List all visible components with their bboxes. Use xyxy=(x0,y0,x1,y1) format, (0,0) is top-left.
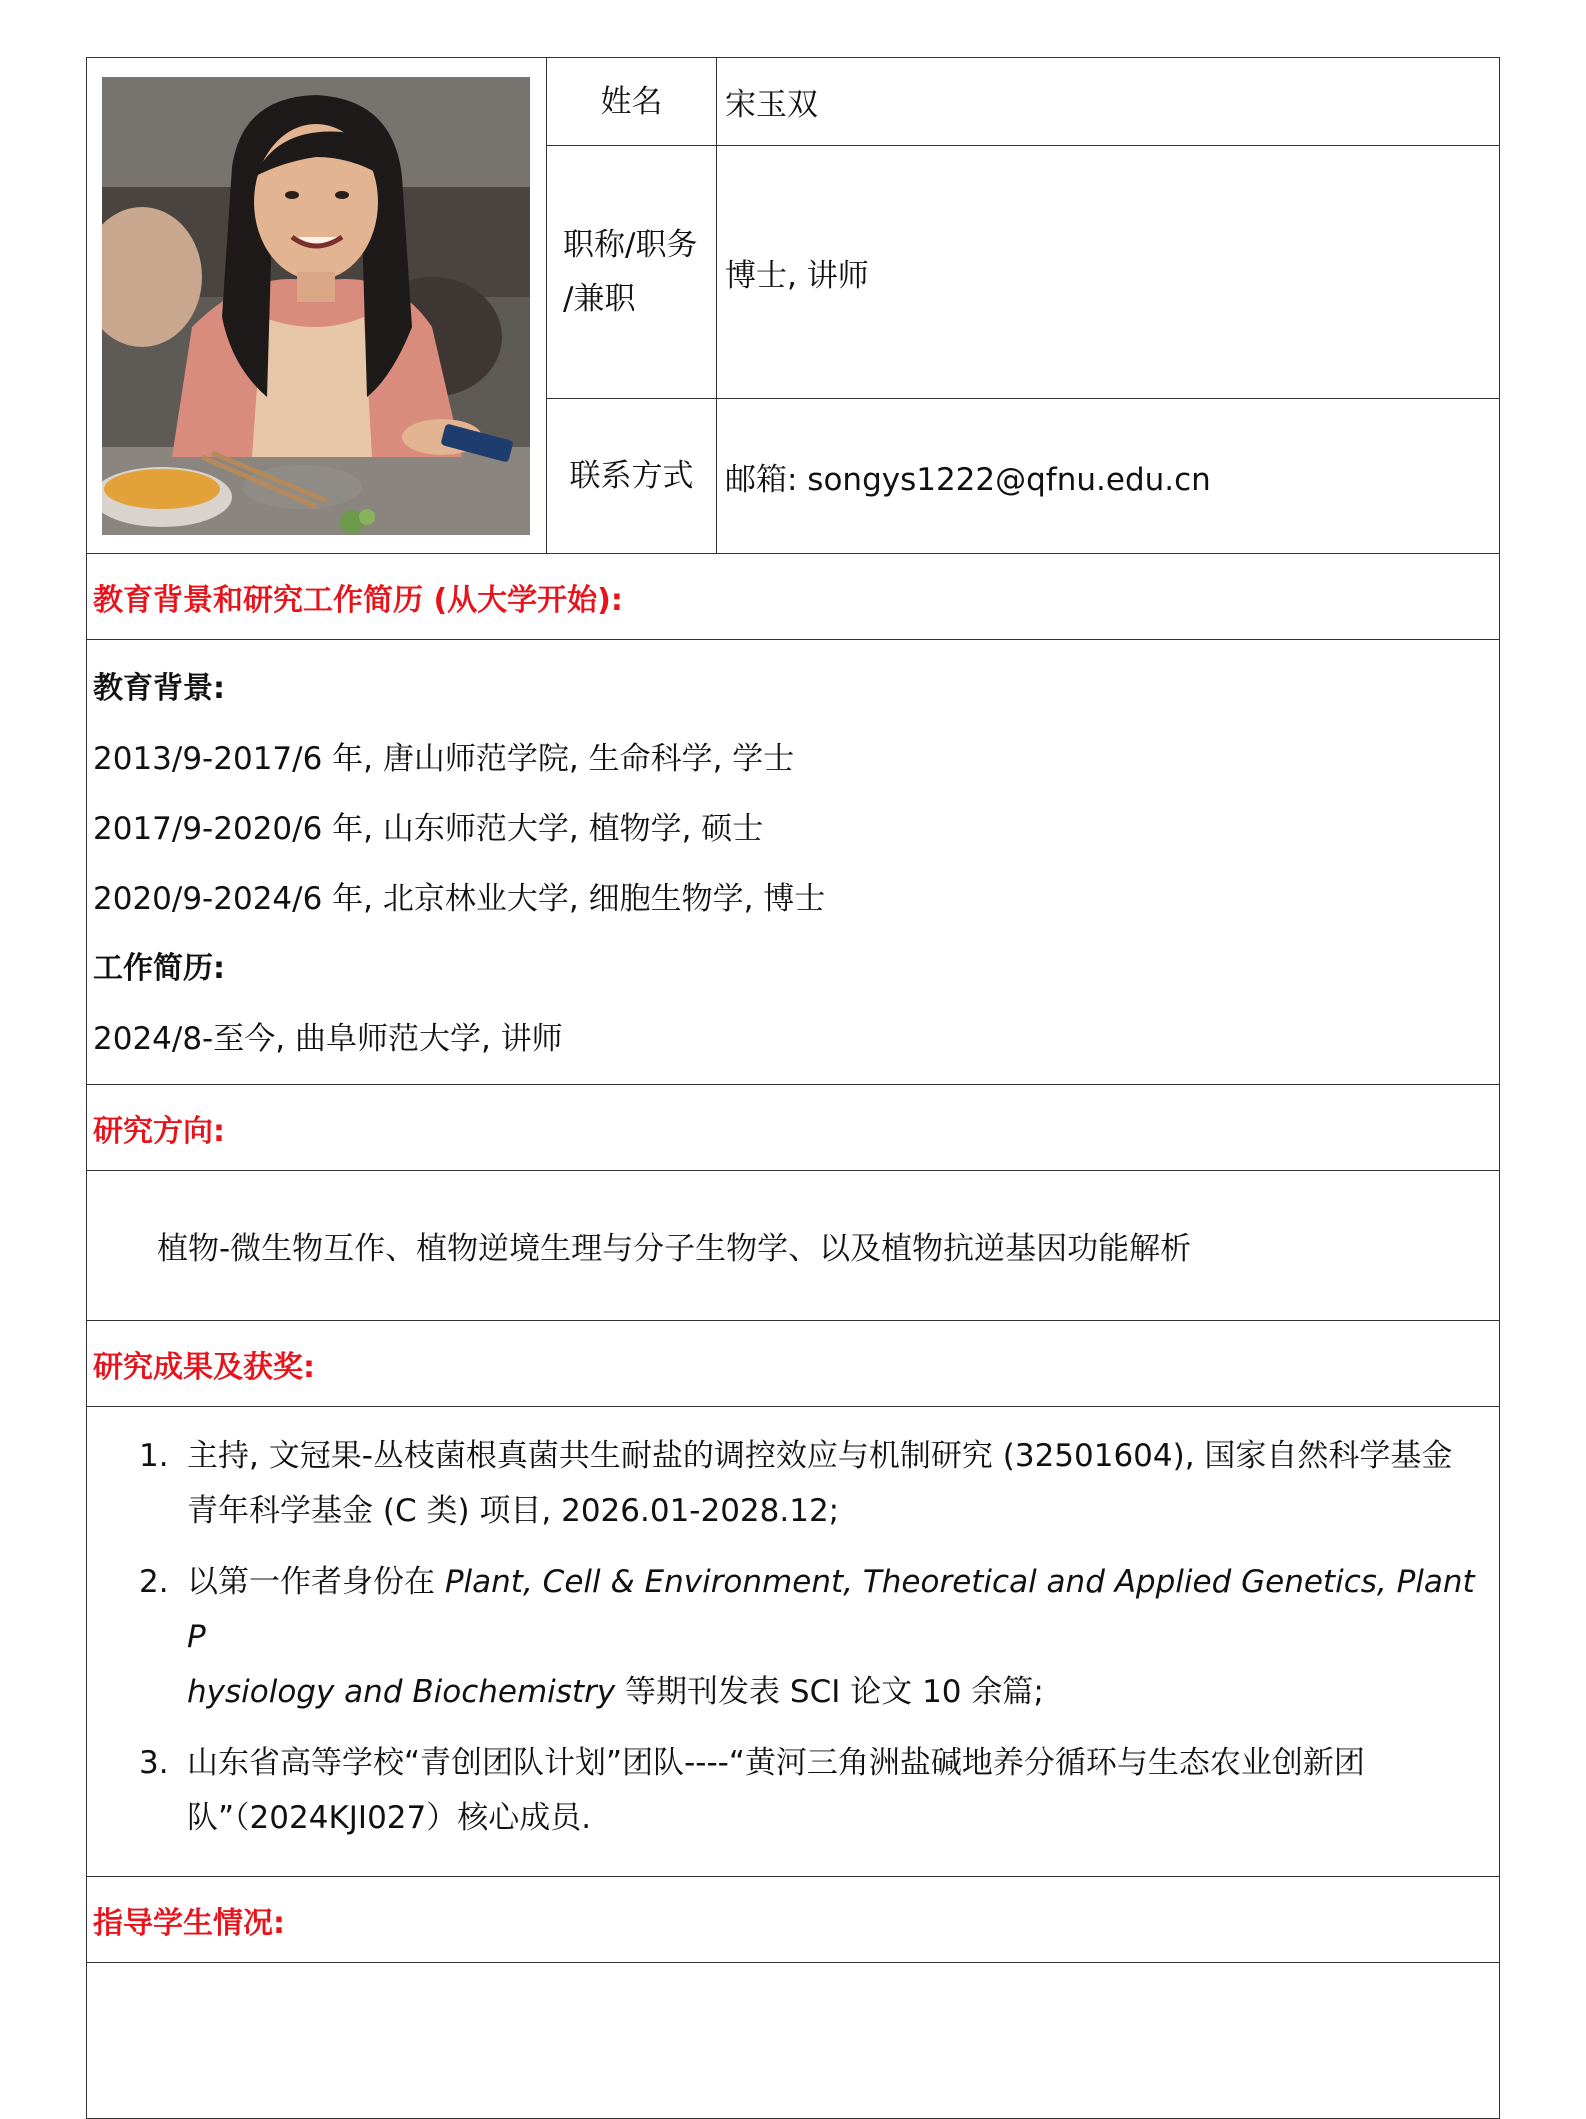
title-label xyxy=(547,146,717,399)
portrait-illustration xyxy=(102,77,530,535)
education-block xyxy=(87,640,1500,1085)
achievement-line: 山东省高等学校“青创团队计划”团队----“黄河三角洲盐碱地养分循环与生态农业创新团 xyxy=(187,1745,1365,1781)
title-value: 博士, 讲师 xyxy=(717,146,1500,399)
profile-photo xyxy=(102,77,530,535)
achievement-line: 队”（2024KJI027）核心成员. xyxy=(187,1800,592,1836)
achievement-line: 主持, 文冠果-丛枝菌根真菌共生耐盐的调控效应与机制研究 (32501604), 国家自然科学基金 xyxy=(187,1438,1453,1474)
achievements-list xyxy=(87,1429,1491,1846)
achievement-line xyxy=(187,1555,1491,1665)
research-direction-title: 研究方向: xyxy=(87,1085,1500,1171)
work-item: 2024/8-至今, 曲阜师范大学, 讲师 xyxy=(93,1021,563,1057)
achievements-title: 研究成果及获奖: xyxy=(87,1321,1500,1407)
research-direction-text: 植物-微生物互作、植物逆境生理与分子生物学、以及植物抗逆基因功能解析 xyxy=(87,1171,1500,1321)
title-label-line2: /兼职 xyxy=(563,281,636,317)
education-item: 2013/9-2017/6 年, 唐山师范学院, 生命科学, 学士 xyxy=(93,741,795,777)
cv-table xyxy=(86,57,1500,2119)
list-number: 1. xyxy=(139,1438,169,1474)
students-title: 指导学生情况: xyxy=(87,1877,1500,1963)
education-item: 2020/9-2024/6 年, 北京林业大学, 细胞生物学, 博士 xyxy=(93,881,826,917)
name-value: 宋玉双 xyxy=(717,58,1500,146)
journal-names: Plant, Cell & Environment, Theoretical and Applied Genetics, Plant P xyxy=(187,1564,1475,1655)
list-number: 3. xyxy=(139,1745,169,1781)
students-block xyxy=(87,1963,1500,2119)
achievement-prefix: 以第一作者身份在 xyxy=(187,1564,445,1600)
achievement-line: 青年科学基金 (C 类) 项目, 2026.01-2028.12; xyxy=(187,1493,840,1529)
list-number: 2. xyxy=(139,1564,169,1600)
contact-label: 联系方式 xyxy=(547,399,717,554)
journal-names: hysiology and Biochemistry xyxy=(187,1674,616,1710)
list-item xyxy=(87,1429,1491,1539)
achievement-suffix: 等期刊发表 SCI 论文 10 余篇; xyxy=(615,1674,1044,1710)
achievements-block xyxy=(87,1407,1500,1877)
list-item xyxy=(87,1736,1491,1846)
title-label-line1: 职称/职务 xyxy=(563,227,698,263)
education-heading: 教育背景: xyxy=(93,671,225,706)
work-heading: 工作简历: xyxy=(93,951,225,986)
list-item xyxy=(87,1555,1491,1720)
name-label: 姓名 xyxy=(547,58,717,146)
achievement-line xyxy=(187,1665,1491,1720)
contact-value: 邮箱: songys1222@qfnu.edu.cn xyxy=(717,399,1500,554)
cv-page xyxy=(86,57,1499,2057)
education-item: 2017/9-2020/6 年, 山东师范大学, 植物学, 硕士 xyxy=(93,811,764,847)
education-section-title: 教育背景和研究工作简历 (从大学开始): xyxy=(87,554,1500,640)
photo-cell xyxy=(87,58,547,554)
